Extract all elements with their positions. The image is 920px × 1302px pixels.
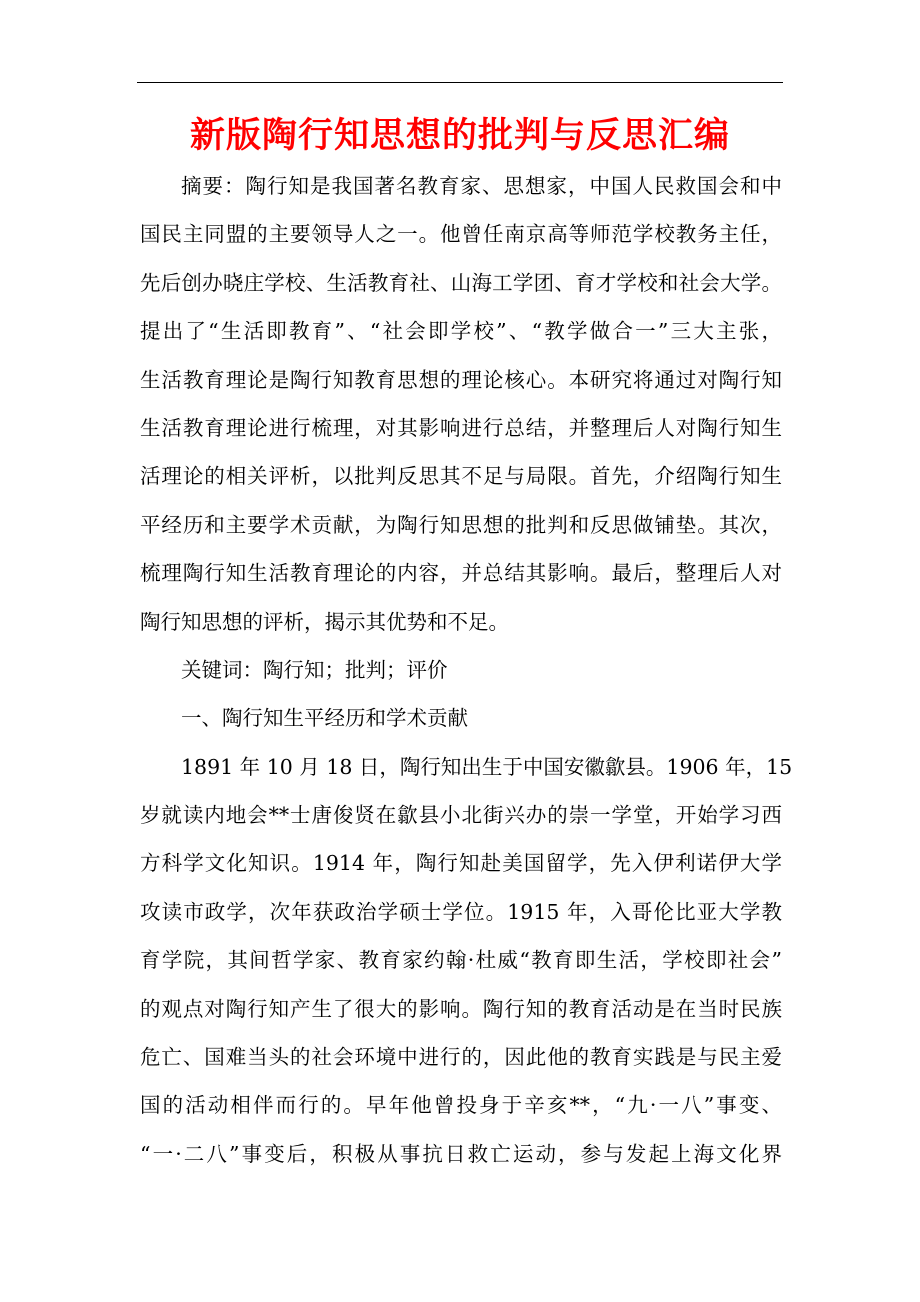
body-line: 危亡、国难当头的社会环境中进行的，因此他的教育实践是与民主爱 bbox=[140, 1045, 782, 1070]
abstract-line: 活理论的相关评析，以批判反思其不足与局限。首先，介绍陶行知生 bbox=[140, 464, 782, 489]
abstract-line: 先后创办晓庄学校、生活教育社、山海工学团、育才学校和社会大学。 bbox=[140, 270, 782, 295]
body-line: 的观点对陶行知产生了很大的影响。陶行知的教育活动是在当时民族 bbox=[140, 996, 782, 1021]
body-line: 育学院，其间哲学家、教育家约翰·杜威“教育即生活，学校即社会” bbox=[140, 948, 782, 973]
body-line: “一·二八”事变后，积极从事抗日救亡运动，参与发起上海文化界 bbox=[140, 1141, 782, 1166]
abstract-line: 平经历和主要学术贡献，为陶行知思想的批判和反思做铺垫。其次， bbox=[140, 512, 782, 537]
keywords-line: 关键词：陶行知；批判；评价 bbox=[181, 657, 448, 682]
body-line: 攻读市政学，次年获政治学硕士学位。1915 年，入哥伦比亚大学教 bbox=[140, 899, 782, 924]
body-line: 方科学文化知识。1914 年，陶行知赴美国留学，先入伊利诺伊大学 bbox=[140, 851, 782, 876]
document-title: 新版陶行知思想的批判与反思汇编 bbox=[189, 115, 730, 156]
abstract-line: 梳理陶行知生活教育理论的内容，并总结其影响。最后，整理后人对 bbox=[140, 561, 782, 586]
body-line: 1891 年 10 月 18 日，陶行知出生于中国安徽歙县。1906 年，15 bbox=[181, 754, 793, 779]
abstract-line: 生活教育理论进行梳理，对其影响进行总结，并整理后人对陶行知生 bbox=[140, 415, 782, 440]
document-body bbox=[140, 162, 793, 1178]
body-line: 国的活动相伴而行的。早年他曾投身于辛亥**，“九·一八”事变、 bbox=[140, 1093, 782, 1118]
abstract-line: 生活教育理论是陶行知教育思想的理论核心。本研究将通过对陶行知 bbox=[140, 367, 782, 392]
section-heading: 一、陶行知生平经历和学术贡献 bbox=[181, 706, 468, 731]
abstract-line: 陶行知思想的评析，揭示其优势和不足。 bbox=[140, 609, 509, 634]
header-rule bbox=[137, 82, 783, 83]
body-line: 岁就读内地会**士唐俊贤在歙县小北街兴办的崇一学堂，开始学习西 bbox=[140, 803, 782, 828]
abstract-line: 国民主同盟的主要领导人之一。他曾任南京高等师范学校教务主任， bbox=[140, 222, 782, 247]
abstract-line: 摘要：陶行知是我国著名教育家、思想家，中国人民救国会和中 bbox=[181, 174, 782, 198]
abstract-line: 提出了“生活即教育”、“社会即学校”、“教学做合一”三大主张， bbox=[140, 319, 782, 344]
